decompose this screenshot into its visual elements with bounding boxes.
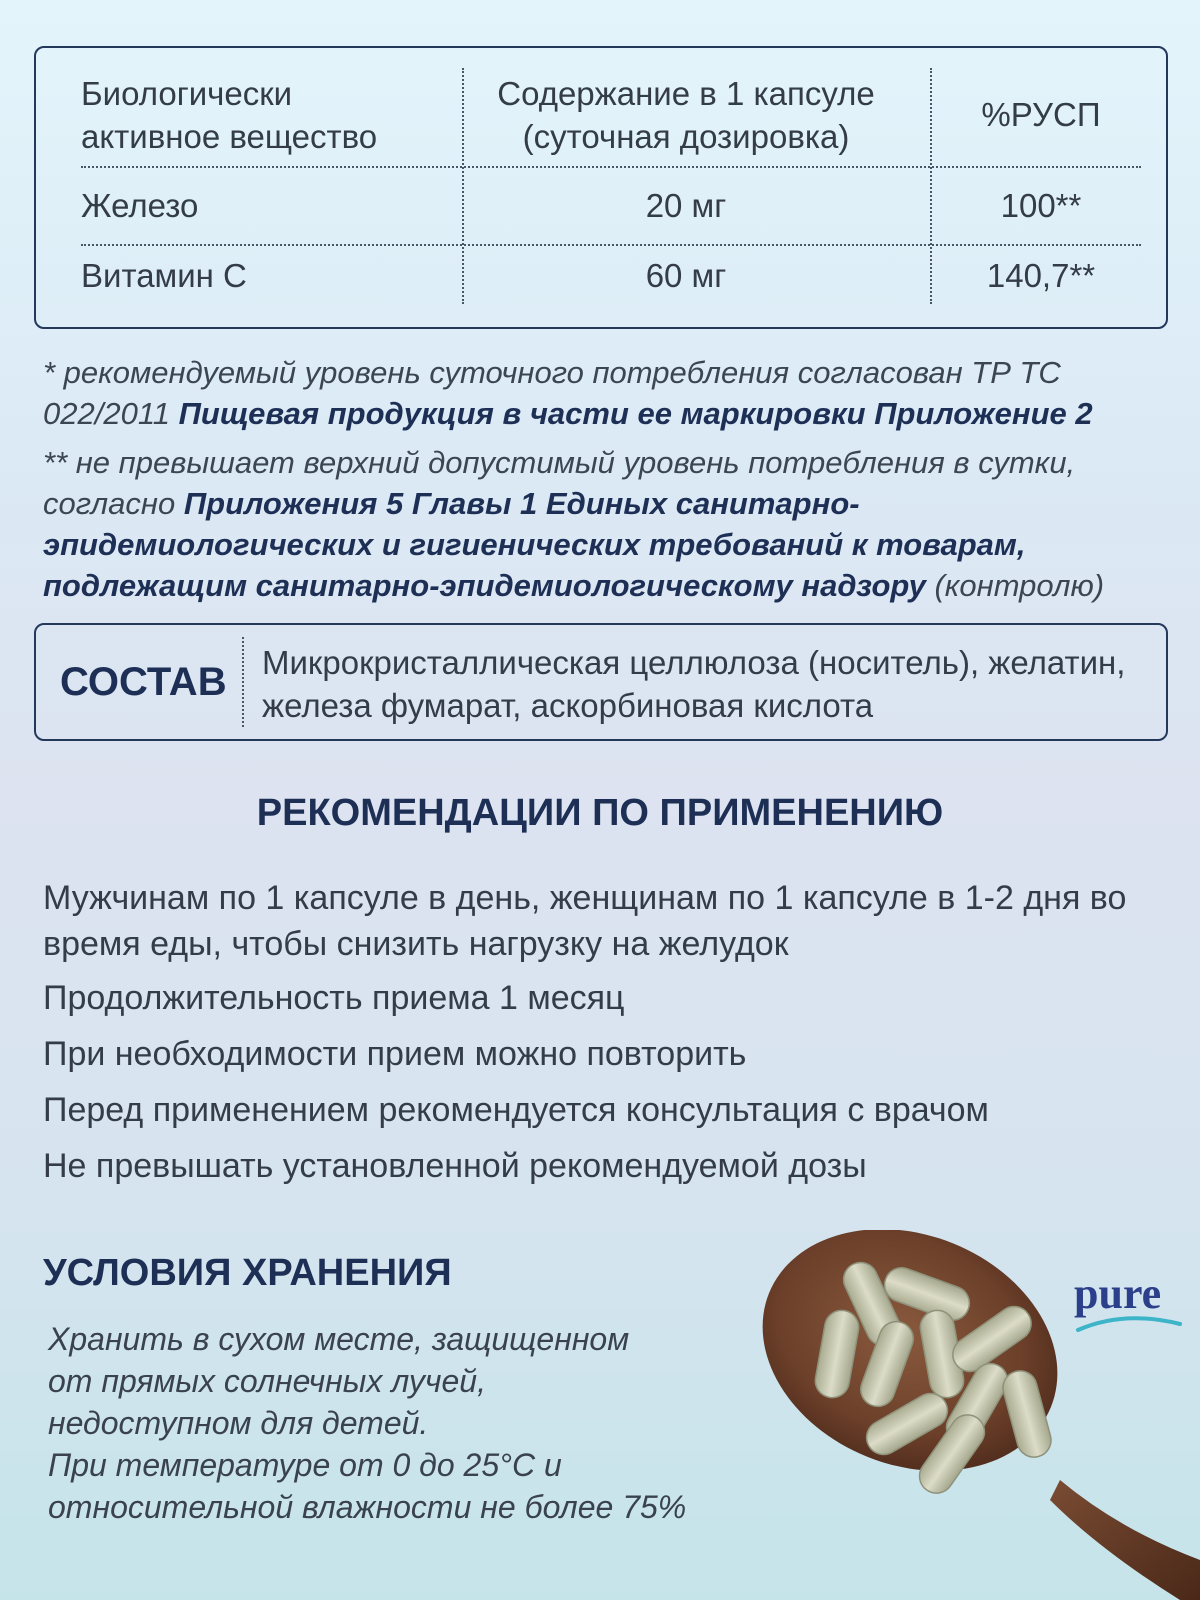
header-substance [81,72,461,158]
header-amount [456,72,916,158]
row-substance: Железо [81,187,199,224]
storage-line: относительной влажности не более 75% [48,1489,687,1525]
logo-wave-icon [1074,1312,1184,1336]
header-substance-line1: Биологически [81,75,293,112]
header-substance-line2: активное вещество [81,118,378,155]
column-divider [930,68,932,304]
footnote-upper-limit [43,442,1173,606]
header-rdi-line1: %РУСП [981,96,1101,133]
header-amount-line2: (суточная дозировка) [522,118,850,155]
footnote-upper-limit-suffix: (контролю) [934,568,1105,603]
row-amount: 20 мг [645,187,727,224]
composition-text: Микрокристаллическая целлюлоза (носитель), желатин, железа фумарат, аскорбиновая кислота [262,644,1126,724]
storage-line: недоступном для детей. [48,1405,429,1441]
row-rdi: 100** [1000,187,1082,224]
header-amount-line1: Содержание в 1 капсуле [497,75,875,112]
recommendation-item: Не превышать установленной рекомендуемой дозы [43,1147,867,1185]
header-rdi [916,93,1166,136]
footnote-upper-limit-reference: Приложения 5 Главы 1 Единых санитарно-эпидемиологических и гигиенических требований к товарам, подлежащим санитарно-эпидемиологическому надзору [43,486,1026,603]
recommendation-item: При необходимости прием можно повторить [43,1035,747,1073]
brand-logo [1074,1268,1184,1340]
storage-line: Хранить в сухом месте, защищенном [48,1321,630,1357]
row-divider [81,166,1141,168]
brand-logo-text: pure [1074,1269,1162,1318]
row-divider [81,244,1141,246]
row-substance: Витамин С [81,257,247,294]
footnote-rdi-reference: Пищевая продукция в части ее маркировки Приложение 2 [178,396,1093,431]
recommendation-item: Мужчинам по 1 капсуле в день, женщинам по 1 капсуле в 1-2 дня во время еды, чтобы снизить нагрузку на желудок [43,879,1127,963]
footnote-rdi [43,352,1173,434]
footnote-upper-limit-text: ** не превышает верхний допустимый уровень потребления в сутки, согласно [43,445,1076,521]
spoon-handle [1050,1480,1200,1600]
recommendation-item: Продолжительность приема 1 месяц [43,979,625,1017]
storage-title: УСЛОВИЯ ХРАНЕНИЯ [43,1252,452,1294]
composition-box [34,623,1168,741]
storage-line: При температуре от 0 до 25°С и [48,1447,562,1483]
nutrition-table [34,46,1168,329]
storage-text [48,1318,768,1528]
composition-title: СОСТАВ [60,659,227,704]
row-amount: 60 мг [645,257,727,294]
storage-line: от прямых солнечных лучей, [48,1363,486,1399]
composition-divider [242,637,244,727]
column-divider [462,68,464,304]
row-rdi: 140,7** [986,257,1096,294]
recommendations-title: РЕКОМЕНДАЦИИ ПО ПРИМЕНЕНИЮ [256,792,944,834]
recommendation-item: Перед применением рекомендуется консультация с врачом [43,1091,989,1129]
footnote-rdi-text: * рекомендуемый уровень суточного потребления согласован ТР ТС 022/2011 [43,355,1061,431]
